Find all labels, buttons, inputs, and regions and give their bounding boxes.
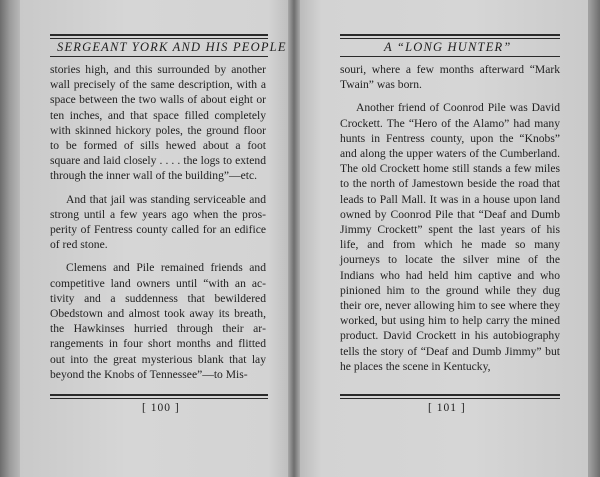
book-gutter: [288, 0, 300, 477]
left-page-number: [ 100 ]: [142, 402, 180, 414]
left-body: [50, 62, 266, 382]
right-paragraph-1: souri, where a few months afterward “Mark Twain” was born.: [340, 63, 560, 92]
right-header-rule-bottom: [340, 56, 560, 57]
left-header-rule-top: [50, 34, 268, 36]
right-footer-rule-thin: [340, 398, 560, 399]
right-header-rule-top: [340, 34, 560, 36]
right-header-rule-top-thin: [340, 38, 560, 39]
right-body: [340, 62, 560, 374]
left-footer-rule: [50, 394, 268, 396]
right-page-number: [ 101 ]: [428, 402, 466, 414]
left-paragraph-3: Clemens and Pile remained friends and competitive land owners until “with an activity and a suddenness that bewildered Obedstown and almost took away its breath, the Hawkinses hurried through their arrangements in four short months and flitted out into the great mysterious blank that lay beyond the Knobs of Tennessee”—to Mis-: [50, 261, 266, 381]
left-paragraph-1: stories high, and this surrounded by another wall precisely of the same description, with a space between the two walls of about eight or ten inches, and that space filled completely with skinned hickory poles, the ground floor to be formed of sills hewed about a foot square and laid closely . . . . the logs to extend through the inner wall of the building”—etc.: [50, 63, 266, 183]
right-paragraph-2: Another friend of Coonrod Pile was David Crockett. The “Hero of the Alamo” had many hunts in Fentress county, upon the “Knobs” and along the upper waters of the Cumberland. The old Crockett home still stands a few miles to the north of Jamestown beside the road that leads to Pall Mall. It was in a house upon land owned by Coonrod Pile that “Deaf and Dumb Jimmy Crockett” spent the last years of his life, and from which he made so many journeys to locate the silver mine of the Indians who had held him captive and who pinioned him to the ground while they dug their ore, never allowing him to see where they worked, but using him to help carry the mined product. David Crockett in his autobiography tells the story of “Deaf and Dumb Jimmy” but he places the scene in Kentucky,: [340, 101, 560, 373]
right-running-head: A “LONG HUNTER”: [384, 40, 512, 54]
left-header-rule-top-thin: [50, 38, 268, 39]
right-footer-rule: [340, 394, 560, 396]
left-footer-rule-thin: [50, 398, 268, 399]
left-paragraph-2: And that jail was standing serviceable and strong until a few years ago when the prosperity of Fentress county called for an edifice of red stone.: [50, 192, 266, 252]
left-running-head: SERGEANT YORK AND HIS PEOPLE: [57, 40, 287, 54]
left-header-rule-bottom: [50, 56, 268, 57]
